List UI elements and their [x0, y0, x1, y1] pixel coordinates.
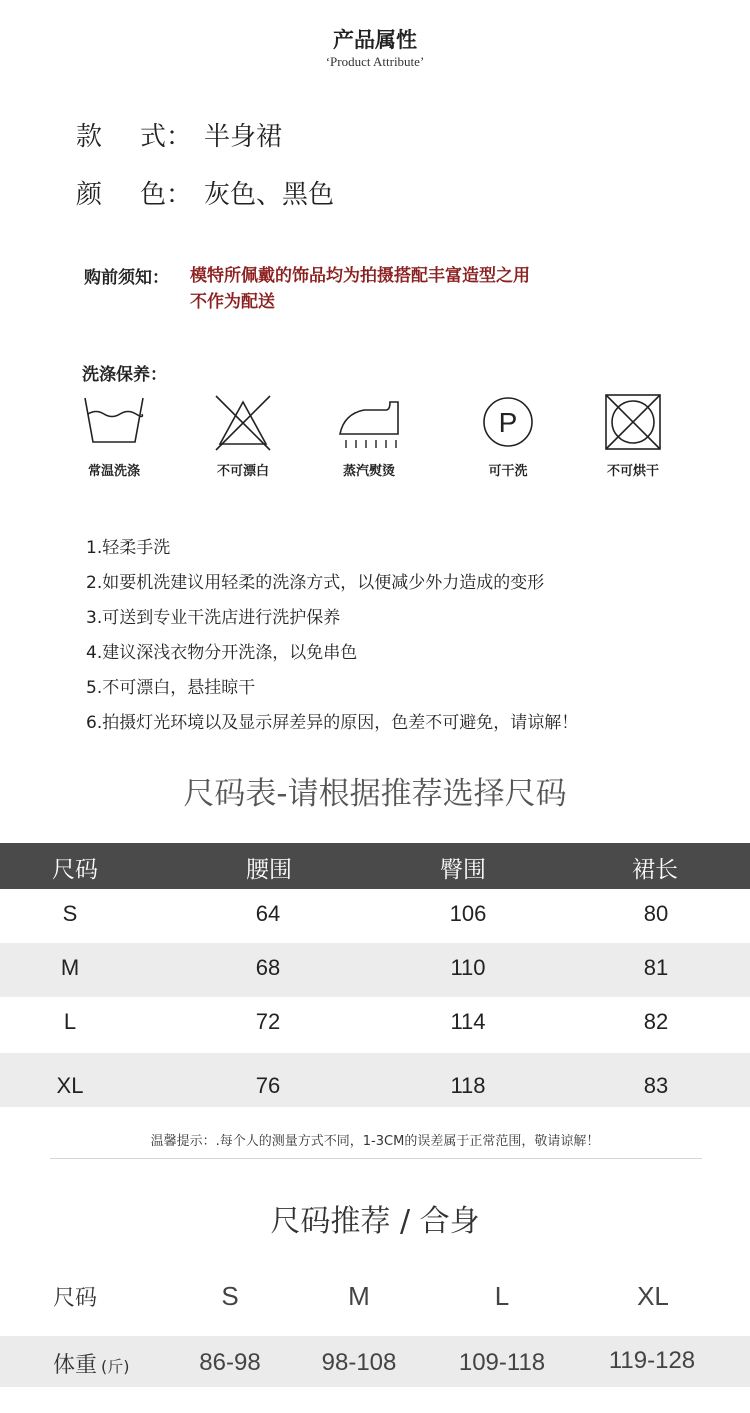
care-instructions — [86, 533, 578, 743]
header-cell: 裙长 — [632, 857, 678, 883]
instruction-line: 3.可送到专业干洗店进行洗护保养 — [86, 608, 341, 628]
table-row — [0, 943, 750, 997]
recommend-title: 尺码推荐 / 合身 — [270, 1204, 480, 1239]
attribute-key: 色： — [140, 180, 193, 210]
size-table-title: 尺码表-请根据推荐选择尺码 — [183, 776, 567, 812]
instruction-line: 5.不可漂白，悬挂晾干 — [86, 678, 256, 698]
care-label: 洗涤保养： — [82, 365, 167, 385]
size-table-header — [0, 843, 750, 889]
weight-range: 98-108 — [321, 1349, 397, 1376]
divider — [50, 1158, 702, 1159]
weight-label — [53, 1348, 130, 1379]
attribute-value: 半身裙 — [204, 122, 283, 152]
recommend-size: XL — [637, 1281, 669, 1311]
instruction-line: 1.轻柔手洗 — [86, 538, 171, 558]
attribute-key: 颜 — [76, 180, 103, 210]
hip-cell: 106 — [449, 901, 487, 926]
notice-line: 模特所佩戴的饰品均为拍摄搭配丰富造型之用 — [190, 266, 530, 286]
notice-line: 不作为配送 — [190, 292, 275, 312]
length-cell: 82 — [643, 1009, 669, 1034]
weight-range: 86-98 — [199, 1349, 261, 1376]
header-cell: 尺码 — [52, 857, 98, 883]
care-letter: P — [498, 407, 518, 438]
care-item — [314, 392, 424, 479]
care-caption: 常温洗涤 — [87, 464, 140, 479]
care-item — [578, 392, 688, 479]
table-row — [0, 997, 750, 1051]
size-cell: L — [63, 1009, 77, 1034]
care-item — [59, 392, 169, 479]
attribute-key: 式： — [140, 122, 193, 152]
table-row — [0, 1053, 750, 1107]
recommend-size: M — [348, 1281, 370, 1311]
page-title: 产品属性 — [333, 28, 417, 52]
no-tumble-dry-icon — [598, 392, 668, 452]
weight-unit: (斤) — [101, 1357, 130, 1376]
length-cell: 83 — [643, 1073, 669, 1098]
care-caption: 不可漂白 — [216, 464, 269, 479]
size-cell: M — [60, 955, 80, 980]
care-caption: 不可烘干 — [606, 464, 659, 479]
instruction-line: 2.如要机洗建议用轻柔的洗涤方式，以便减少外力造成的变形 — [86, 573, 545, 593]
waist-cell: 76 — [255, 1073, 281, 1098]
notice-text — [190, 263, 630, 315]
care-item — [188, 392, 298, 479]
waist-cell: 64 — [255, 901, 281, 926]
hip-cell: 118 — [450, 1073, 486, 1098]
length-cell: 80 — [643, 901, 669, 926]
steam-iron-icon — [334, 392, 404, 452]
attribute-key: 款 — [76, 122, 103, 152]
notice-label: 购前须知： — [84, 268, 169, 288]
page-subtitle: ‘Product Attribute’ — [325, 54, 425, 69]
recommend-size: S — [221, 1281, 239, 1311]
waist-cell: 68 — [255, 955, 281, 980]
table-row — [0, 889, 750, 943]
size-cell: S — [62, 901, 78, 926]
size-cell: XL — [56, 1073, 84, 1098]
care-caption: 蒸汽熨烫 — [342, 464, 395, 479]
header-cell: 腰围 — [246, 857, 292, 883]
weight-row — [0, 1336, 750, 1387]
care-caption: 可干洗 — [488, 464, 528, 479]
weight-range: 109-118 — [458, 1349, 546, 1376]
length-cell: 81 — [643, 955, 669, 980]
weight-label-text: 体重 — [53, 1353, 98, 1378]
weight-range: 119-128 — [608, 1347, 696, 1374]
waist-cell: 72 — [255, 1009, 281, 1034]
instruction-line: 4.建议深浅衣物分开洗涤，以免串色 — [86, 643, 358, 663]
hip-cell: 114 — [450, 1009, 486, 1034]
attribute-value: 灰色、黑色 — [204, 180, 335, 210]
header-cell: 臀围 — [440, 857, 486, 883]
measurement-tip: 温馨提示：.每个人的测量方式不同，1-3CM的误差属于正常范围，敬请谅解！ — [150, 1134, 600, 1149]
recommend-size-label: 尺码 — [53, 1286, 98, 1311]
care-item — [453, 392, 563, 479]
instruction-line: 6.拍摄灯光环境以及显示屏差异的原因，色差不可避免，请谅解！ — [86, 713, 579, 733]
wash-basin-icon — [79, 392, 149, 452]
hip-cell: 110 — [450, 955, 486, 980]
recommend-size: L — [494, 1281, 510, 1311]
dry-clean-p-icon — [473, 392, 543, 452]
no-bleach-icon — [208, 392, 278, 452]
